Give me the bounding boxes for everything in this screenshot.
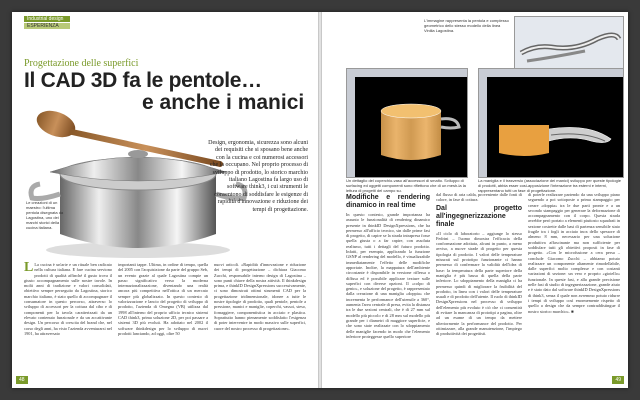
right-page bbox=[322, 12, 628, 388]
right-column-1 bbox=[346, 192, 430, 339]
magazine-spread bbox=[12, 12, 628, 388]
page-number-right: 49 bbox=[612, 376, 624, 384]
headline-line2: e anche i manici bbox=[142, 91, 305, 114]
shot-right-caption: La maniglia e il trasversio (associazione dei manici) sviluppo per queste tipologie di prodotti, abbia esser cosi-apposizione l'interazione tra esterni e interni, rappresentano tutti un fase di progettazione. bbox=[478, 178, 621, 193]
intro-text: Design, ergonomia, sicurezza sono alcuni dei requisiti che si sposano bene anche con la cucina e coi numerosi accessori che la occupano. Nel proprio processo di sviluppo di prodotto, lo storico marchio italiano Lagostina fa largo uso di software think3, i cui strumenti le consentono di soddisfare le esigenze di rapidità d'innovazione e riduzione dei tempi di progettazione. bbox=[208, 140, 308, 213]
shot-top-caption: L'immagine rappresenta la pentola e complesso geometrico dello stesso modello della linea Vinilia Lagostina. bbox=[424, 18, 509, 33]
section-label: Progettazione delle superfici bbox=[24, 58, 139, 69]
left-col1-text: La cucina è un'arte e un rituale ben radicato nella cultura italiana. E fare cucina serviono prodotti di qualità affinché il gusto trova il giusto accompagnamento sulle nostre tavole. In molti anni di tradizione e valori consolidati, obiettivo sempre perseguito da Lagostina, storico marchio italiano, è stato quello di accompagnare il consumatore in questo percorso, attraverso lo sviluppo di accessori per la cottura dal cibo e di componenti per la tavola caratterizzati da un elevato contenuto funzionale e da un accattivante design. Un percorso di crescita del brand che, nel corso degli anni, ha visto l'azienda avventurarsi nel 1901, ha attraversato bbox=[24, 262, 112, 336]
cad-screenshot-left bbox=[346, 68, 468, 178]
kicker-line2: ESPERIENZA bbox=[24, 23, 70, 29]
drop-cap: L bbox=[24, 260, 34, 275]
right-heading-1: Modifiche e rendering dinamico in real time bbox=[346, 194, 430, 209]
left-column-1 bbox=[24, 262, 112, 336]
right-heading-2: Dal progetto all'ingegnerizzazione finale bbox=[436, 204, 522, 228]
shot-left-caption: Un dettaglio del coperchio-vaso all'accessori di smalto. Sviluppo di surfacing ed oggetti componenti sono riflettono che di un mesh-la la lettura di progetti del campo su. bbox=[346, 178, 466, 193]
right-col1-text: In questo contesto, grande importanza ha assunto le funzionalità di rendering dinamico presente in thinkID DesignXpressions, che ha permesso all'ufficio tecnico, sin dalle prime fasi di progetto, di capire se la strada intrapresa fosse quella giusta o a far capire, con assoluta realismo, tutti i dettagli del futuro prodotto. Infatti, per esempio, applicando la funzione GSNP al rendering del modello, è visualizzabile immediatamente l'effetto delle modifiche apportate. Inoltre, la mappatura dell'ambiente circostante è disponibile in versione riflessa o diffusa ed è possibile applicare texture sulle superfici con diverse opzioni. Il «colpo di genio», e soluzione del progetto, è rappresentato dalla creazione di una maniglia «doppia» che incrementa le performance dell'utensile a 360°, aumenta l'area centrale di presa, evita la distanza tra le due sezioni centrali, che è di 27 mm sul modello più piccolo e di 28 mm sul modello più grande per i diametri di maggiore superficie, e che sono state realizzate con lo sdoppiamento delle maniglie facendo in modo che l'elemento inferiore proteggesse quello superiore bbox=[346, 212, 430, 339]
kicker-line1: Industrial design bbox=[24, 16, 70, 22]
right-col2b-text: «Il ciclo di laboratorio – aggiunge lo stesso Fedrini – l'uomo dimostra l'efficacia della conformazione adottata, alcuni in punto, a meno avviso, a nuove strade di progetto per questa tipologia di prodotto. I valori delle temperature misurati sul prototipo funzionante ci hanno permesso di confermare la validità dell'idea di base: la temperatura della parte superiore della maniglia è più bassa di quella della parte inferiore. Lo sdoppiamento della maniglia ci ha permesso quindi di migliorare la fruibilità del prodotto, in linea con i valori delle temperature usuali e di prodotto dell'utente. Il ruolo di thinkID DesignXpressions nel processo di sviluppo dell'elemento più evoluto è ciò che ci consentirà di evitare la mancanza di prototipi a pagina, oltre ad un esame di un tempo da mettere ulteriormente la performance del prodotto. Per ottimizzare, alla grande manutenzione, l'impiego di produttività dei progettisti. bbox=[436, 230, 522, 337]
headline-line1: Il CAD 3D fa le pentole… bbox=[24, 69, 262, 92]
left-page bbox=[12, 12, 318, 388]
cad-pot-render bbox=[347, 69, 467, 177]
page-number-left: 48 bbox=[16, 376, 28, 384]
cad-handle-detail-render bbox=[479, 69, 623, 177]
left-column-3: nuovi articoli. «Rapidità d'innovazione e riduzione dei tempi di progettazione – dichiara Giacomo Zucchi, responsabile interno design di Lagostina – sono punti chiave della nostra attività. Il thinkdesign prima, e thinkID DesignXpressions successivamente, ci sono dimostrati ottimi strumenti CAD per la progettazione tridimensionale, idonee a tutte le nostre tipologie di prodotto, quali pentole, pentole a pressione, manici e maniglie, coperchi, vassoi, steso, fornaggiere, componentistica in acciaio e plastica. Soprattutto hanno pienamente soddisfatto l'esigenza di poter intervenire in modo massivo sulle superfici, cuore del nostro processo di progettazione». bbox=[214, 262, 306, 331]
kicker bbox=[24, 16, 70, 30]
left-column-2: importanti tappe. Ultima, in ordine di tempo, quella del 2005 con l'acquisizione da parte del gruppo Seb, un evento grazie al quale Lagostina compie un passo significativo verso la moderna internazionalizzazione, diventando una realtà ancora più competitiva nell'ottica di un mercato sempre più globalizzato. In questo contesto di valorizzazione e lancio del progetto di sviluppo di prodotto, l'azienda di Omegna (VB) utilizza dal 1998 all'interno del proprio ufficio tecnico sistemi CAD think3, prima soluzione 2D, per poi passare a sistemi 3D più evoluti. Ha adottato nel 2002 il software thinkdesign per lo sviluppo di nuovi prodotti lanciando, ad oggi, oltre 50 bbox=[118, 262, 208, 336]
right-column-3: di poterle realizzare partendo da una sviluppo piano seguendo a poi sottoposte a prima stampaggio per creare «doppia» tra le due parti pronte e a un secondo stampaggio per generare la deformazione di accompagnamento con il corpo. Questa strada avrebbe però portato a elementi piuttosto squadrati in sezione costrette dalle basi di partenza sensibile stato fragile tra i fogli in acciaio inox dello spessore di almeno 8 mm, necessario per una soluzione produttiva affascinante ma non sufficiente per soddisfare tutti gli obiettivi proposti in fase di progetto. «Con le microfusione a cera persa – conclude Giacomo Zucchi – abbiamo potuto realizzare un componente altamente rimodellabile, dalle superfici molto complesse e con costanti variazioni di sezione: un vero e proprio «gioiello» funzionale. In queste fasi, e alla grande precisione nelle fasi di studio di ingegnerizzazione, grande aiuto e è stato dato dal software thinkID DesignXpressions di think3, senza il quale non avremmo potuto ridurre i tempi di sviluppo così enormemente rispetto di quello a design che da sempre contraddistingue il nostro storico marchio». ■ bbox=[528, 192, 620, 314]
right-col2a-text: dal flusso di aria calda, proveniente dalle fonti di calore, in fase di cottura. bbox=[436, 192, 522, 203]
cad-screenshot-right bbox=[478, 68, 624, 178]
right-column-2 bbox=[436, 192, 522, 337]
pot-caption: Le creazioni di un maestro: l'ultima pentola disegnata da Lagostina, uno dei marchi storici della cucina italiana. bbox=[26, 200, 64, 230]
